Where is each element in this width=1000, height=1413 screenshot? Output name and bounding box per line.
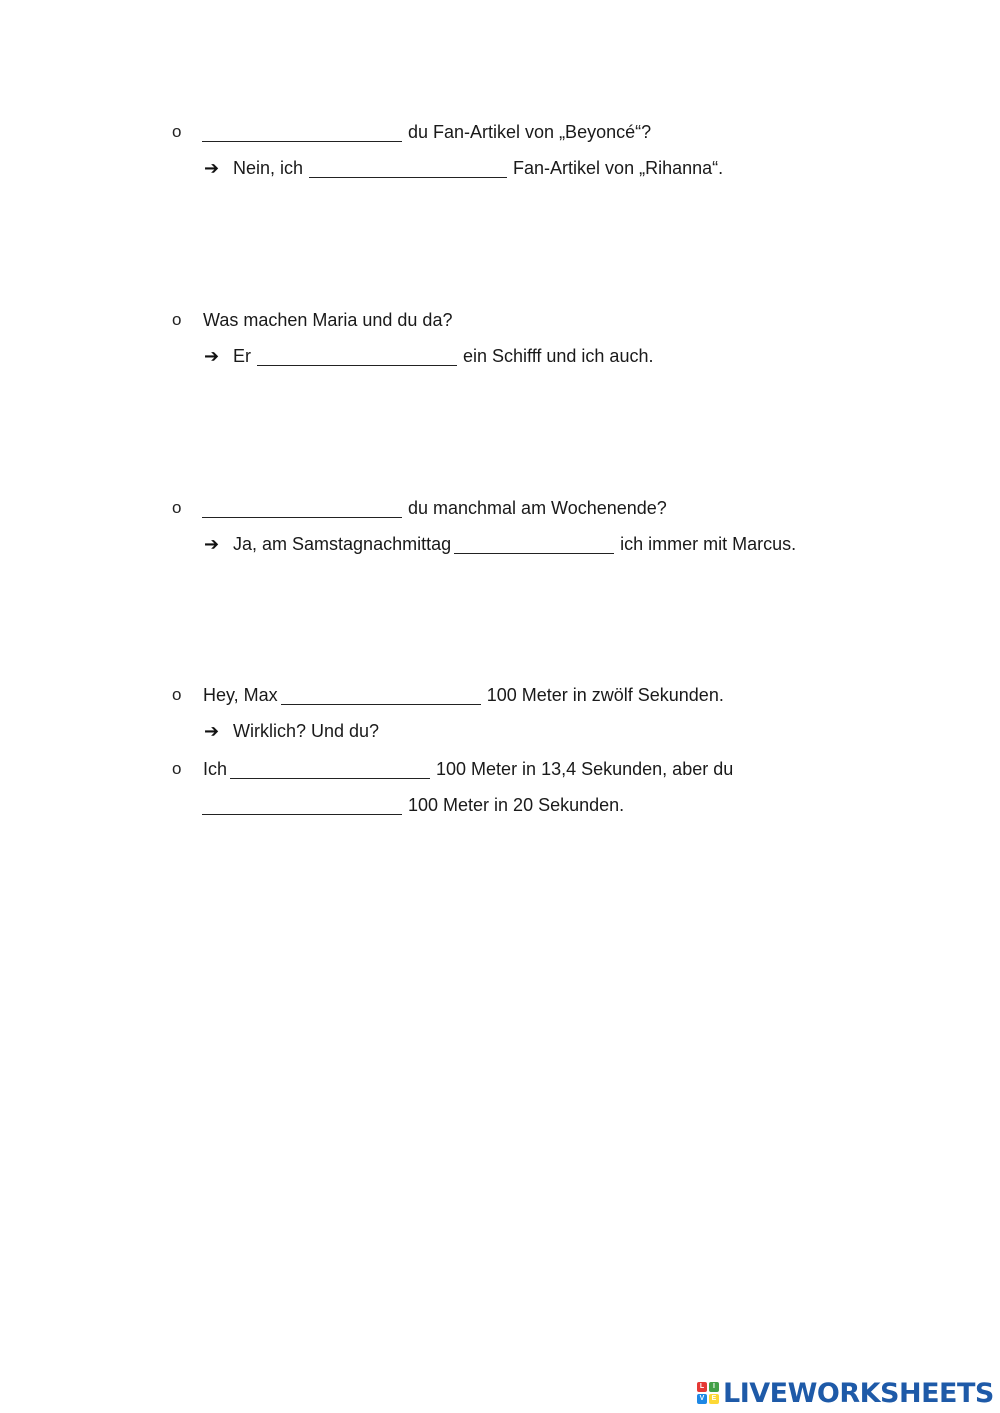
answer-4 (233, 719, 379, 743)
answer-2 (233, 344, 653, 368)
answer-4-text: Wirklich? Und du? (233, 721, 380, 741)
blank-input-8[interactable] (202, 796, 402, 815)
answer-1-suffix: Fan-Artikel von „Rihanna“. (513, 158, 724, 178)
logo-letter-l: L (697, 1382, 707, 1392)
logo-letter-i: I (709, 1382, 719, 1392)
bullet-q4: o (172, 685, 182, 704)
question-2-text: Was machen Maria und du da? (203, 310, 453, 330)
question-5 (203, 757, 733, 781)
blank-input-2[interactable] (309, 159, 507, 178)
question-1-text: du Fan-Artikel von „Beyoncé“? (408, 122, 652, 142)
question-5-continuation (202, 793, 624, 817)
liveworksheets-logo (697, 1378, 994, 1408)
answer-3-suffix: ich immer mit Marcus. (620, 534, 797, 554)
blank-input-6[interactable] (281, 686, 481, 705)
question-2 (203, 308, 452, 332)
question-1 (202, 120, 651, 144)
liveworksheets-icon (697, 1382, 719, 1404)
blank-input-1[interactable] (202, 123, 402, 142)
blank-input-5[interactable] (454, 535, 614, 554)
answer-3-prefix: Ja, am Samstagnachmittag (233, 534, 452, 554)
bullet-q5: o (172, 759, 182, 778)
answer-1-prefix: Nein, ich (233, 158, 304, 178)
logo-letter-e: E (709, 1394, 719, 1404)
answer-2-suffix: ein Schifff und ich auch. (463, 346, 654, 366)
blank-input-3[interactable] (257, 347, 457, 366)
answer-3 (233, 532, 796, 556)
question-5b-text: 100 Meter in 20 Sekunden. (408, 795, 625, 815)
blank-input-7[interactable] (230, 760, 430, 779)
arrow-icon: ➔ (204, 346, 220, 366)
logo-letter-v: V (697, 1394, 707, 1404)
question-5-suffix: 100 Meter in 13,4 Sekunden, aber du (436, 759, 734, 779)
question-4-suffix: 100 Meter in zwölf Sekunden. (486, 685, 724, 705)
question-3 (202, 496, 667, 520)
answer-1 (233, 156, 723, 180)
bullet-q3: o (172, 498, 182, 517)
arrow-icon: ➔ (204, 721, 220, 741)
answer-2-prefix: Er (233, 346, 251, 366)
question-3-text: du manchmal am Wochenende? (408, 498, 667, 518)
question-4 (203, 683, 724, 707)
question-5-prefix: Ich (203, 759, 228, 779)
brand-name: LIVEWORKSHEETS (723, 1377, 994, 1409)
bullet-q2: o (172, 310, 182, 329)
arrow-icon: ➔ (204, 158, 220, 178)
blank-input-4[interactable] (202, 499, 402, 518)
question-4-prefix: Hey, Max (203, 685, 278, 705)
bullet-q1: o (172, 122, 182, 141)
arrow-icon: ➔ (204, 534, 220, 554)
